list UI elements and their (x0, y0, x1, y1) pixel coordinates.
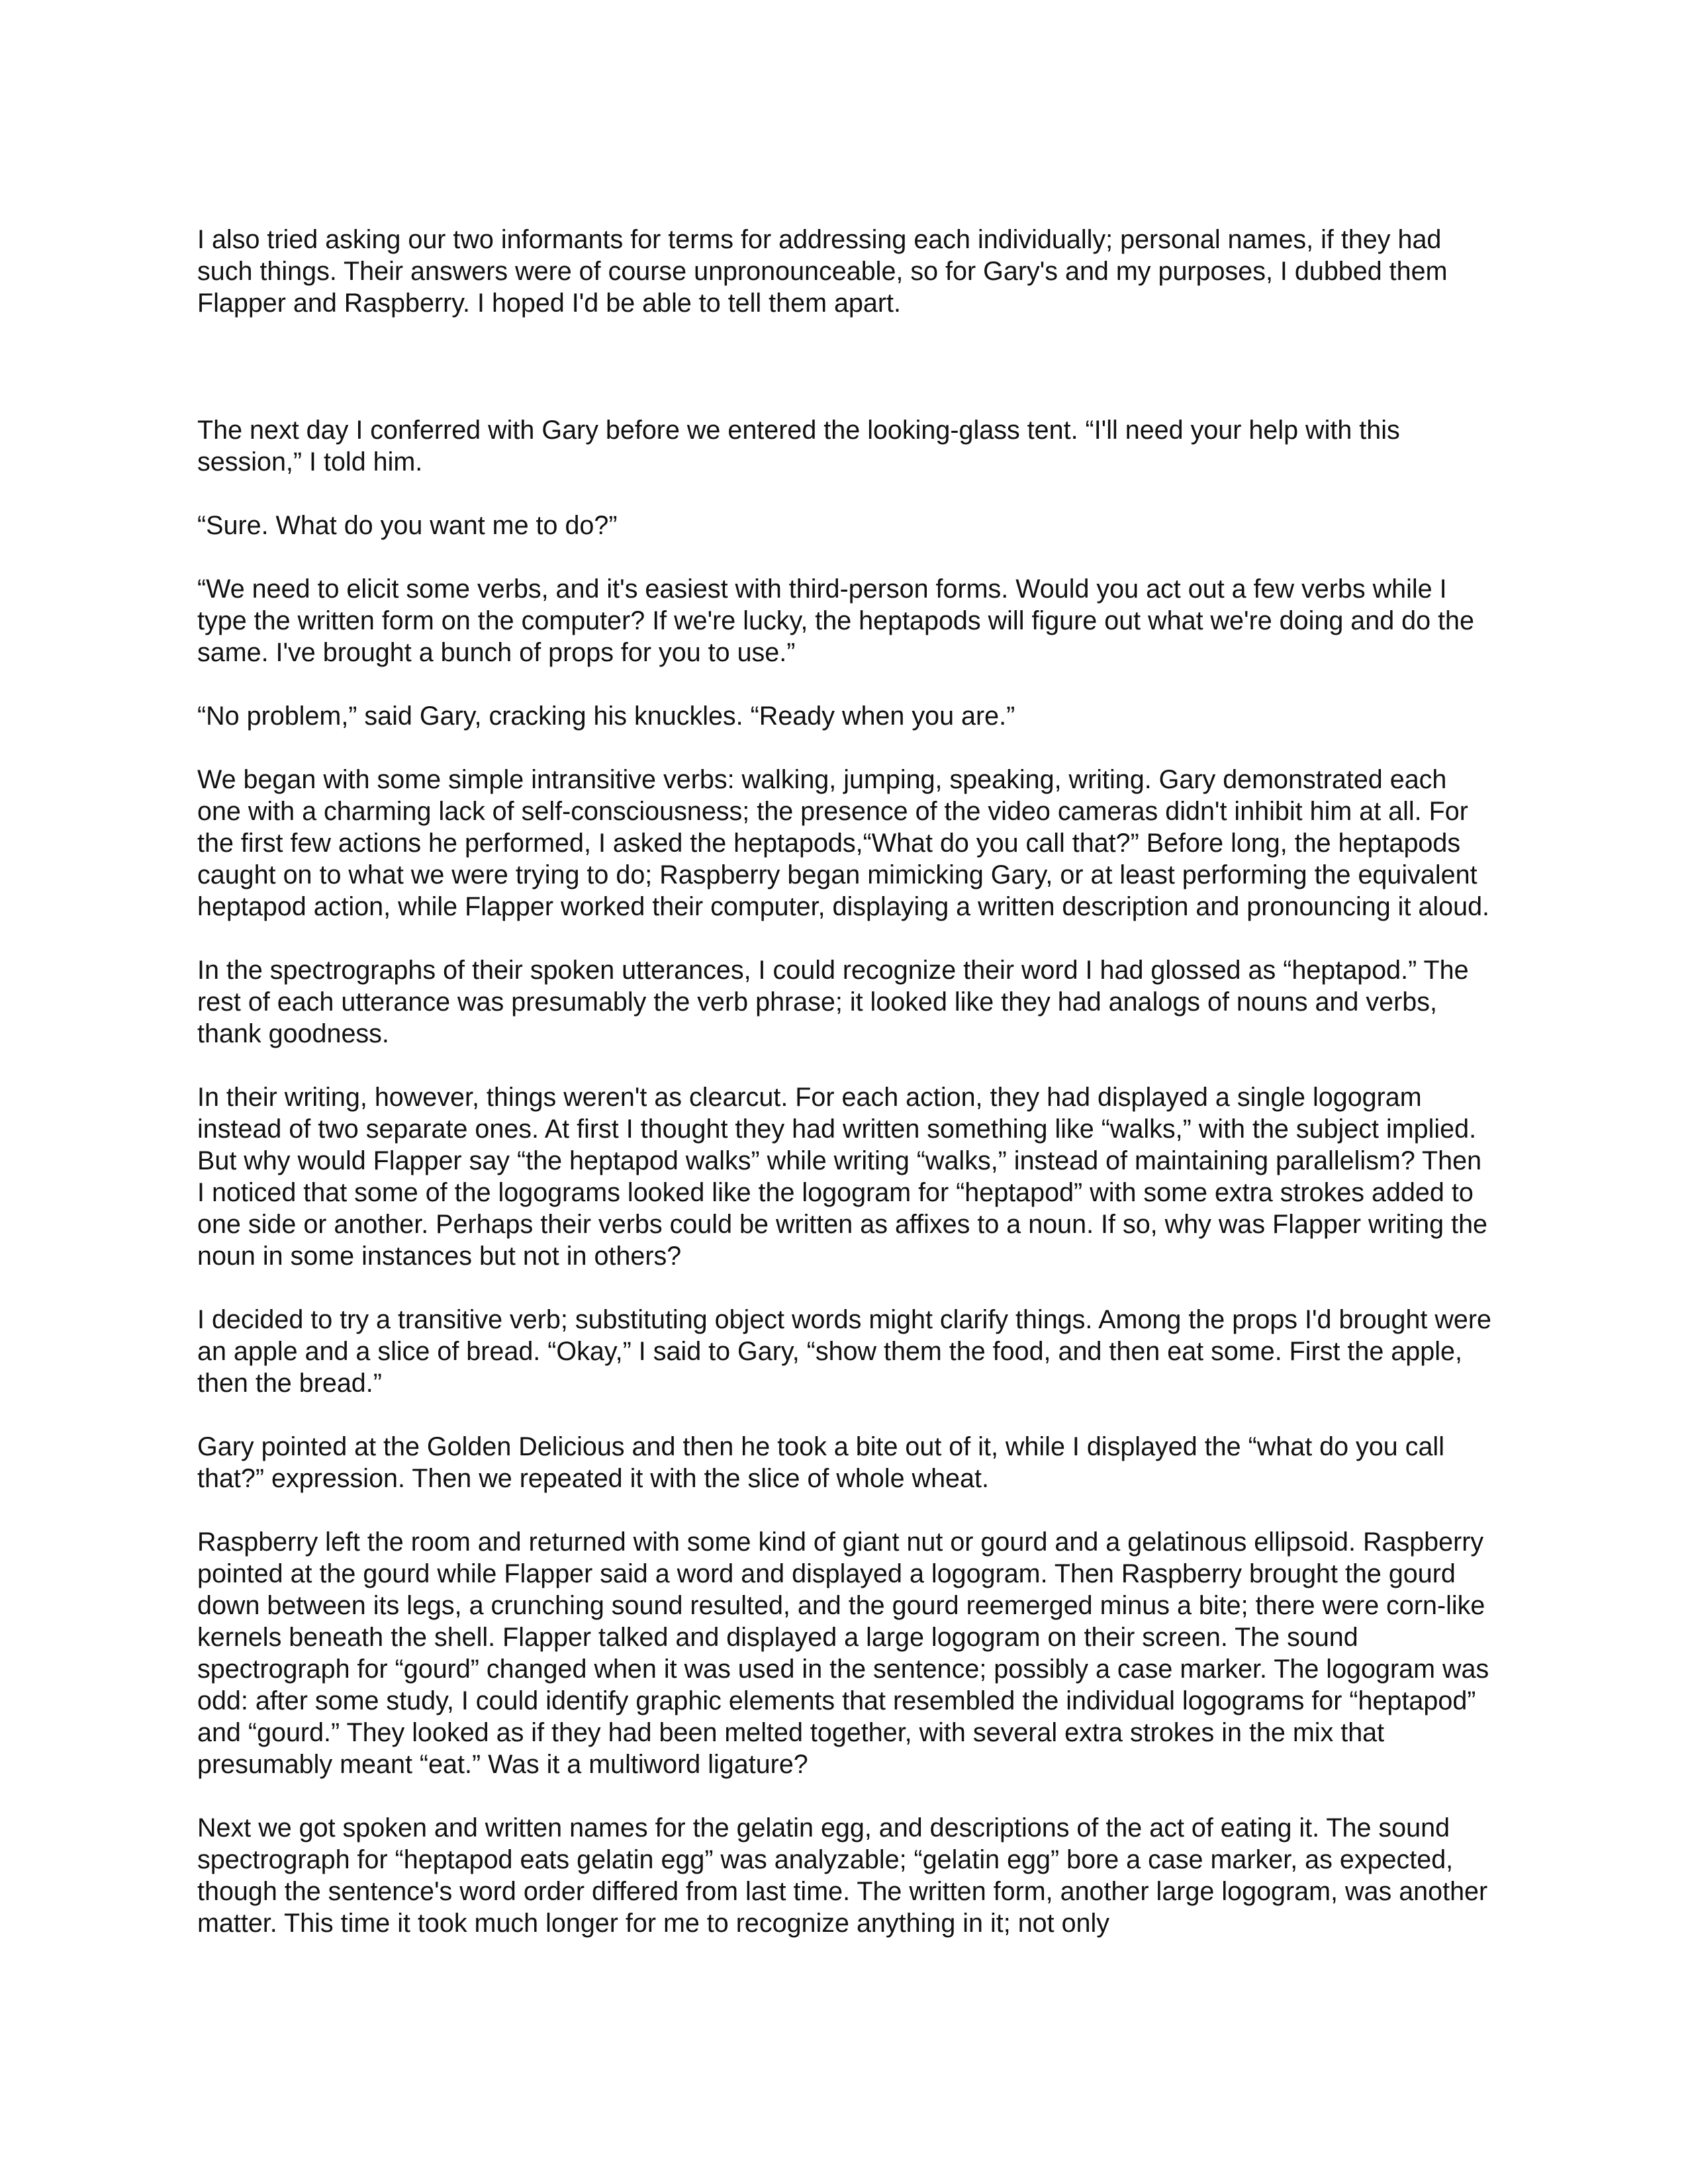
paragraph: “We need to elicit some verbs, and it's easiest with third-person forms. Would you act out a few verbs while I type the written form on the computer? If we're lucky, the heptapods will figure out what we're doing and do the same. I've brought a bunch of props for you to use.” (197, 574, 1474, 667)
paragraph: The next day I conferred with Gary before we entered the looking-glass tent. “I'll need your help with this session,” I told him. (197, 416, 1400, 477)
text-column (197, 224, 1495, 1971)
paragraph: In their writing, however, things weren't as clearcut. For each action, they had displayed a single logogram instead of two separate ones. At first I thought they had written something like “walks,” with the subject implied. But why would Flapper say “the heptapod walks” while writing “walks,” instead of maintaining parallelism? Then I noticed that some of the logograms looked like the logogram for “heptapod” with some extra strokes added to one side or another. Perhaps their verbs could be written as affixes to a noun. If so, why was Flapper writing the noun in some instances but not in others? (197, 1083, 1488, 1271)
paragraph: In the spectrographs of their spoken utterances, I could recognize their word I had glossed as “heptapod.” The rest of each utterance was presumably the verb phrase; it looked like they had analogs of nouns and verbs, thank goodness. (197, 956, 1469, 1048)
paragraph: I decided to try a transitive verb; substituting object words might clarify things. Among the props I'd brought were an apple and a slice of bread. “Okay,” I said to Gary, “show them the food, and then eat some. First the apple, then the bread.” (197, 1305, 1491, 1398)
paragraph: Raspberry left the room and returned with some kind of giant nut or gourd and a gelatinous ellipsoid. Raspberry pointed at the gourd while Flapper said a word and displayed a logogram. Then Raspberry brought the gourd down between its legs, a crunching sound resulted, and the gourd reemerged minus a bite; there were corn-like kernels beneath the shell. Flapper talked and displayed a large logogram on their screen. The sound spectrograph for “gourd” changed when it was used in the sentence; possibly a case marker. The logogram was odd: after some study, I could identify graphic elements that resembled the individual logograms for “heptapod” and “gourd.” They looked as if they had been melted together, with several extra strokes in the mix that presumably meant “eat.” Was it a multiword ligature? (197, 1527, 1489, 1779)
paragraph: “Sure. What do you want me to do?” (197, 511, 618, 540)
paragraph: We began with some simple intransitive verbs: walking, jumping, speaking, writing. Gary demonstrated each one with a charming lack of self-consciousness; the presence of the video cameras didn't inhibit him at all. For the first few actions he performed, I asked the heptapods,“What do you call that?” Before long, the heptapods caught on to what we were trying to do; Raspberry began mimicking Gary, or at least performing the equivalent heptapod action, while Flapper worked their computer, displaying a written description and pronouncing it aloud. (197, 765, 1490, 921)
paragraph: Gary pointed at the Golden Delicious and then he took a bite out of it, while I displayed the “what do you call that?” expression. Then we repeated it with the slice of whole wheat. (197, 1432, 1444, 1493)
paragraph: “No problem,” said Gary, cracking his knuckles. “Ready when you are.” (197, 702, 1015, 731)
paragraph: Next we got spoken and written names for the gelatin egg, and descriptions of the act of eating it. The sound spectrograph for “heptapod eats gelatin egg” was analyzable; “gelatin egg” bore a case marker, as expected, though the sentence's word order differed from last time. The written form, another large logogram, was another matter. This time it took much longer for me to recognize anything in it; not only (197, 1813, 1488, 1938)
paragraph: I also tried asking our two informants for terms for addressing each individually; personal names, if they had such things. Their answers were of course unpronounceable, so for Gary's and my purposes, I dubbed them Flapper and Raspberry. I hoped I'd be able to tell them apart. (197, 225, 1448, 318)
